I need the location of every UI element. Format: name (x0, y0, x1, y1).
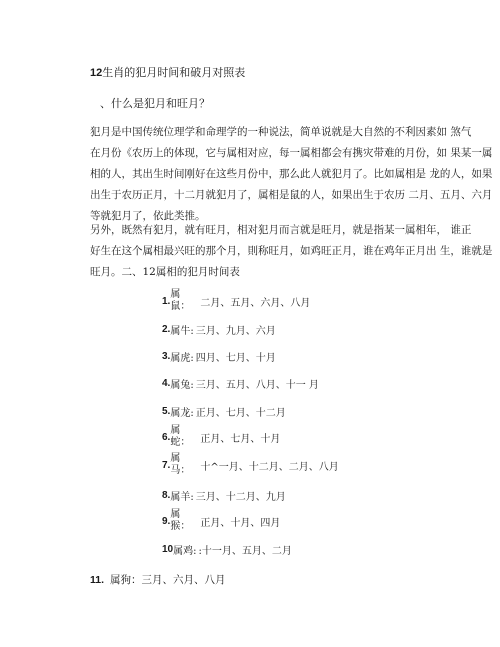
months-list: 三月、九月、六月 (195, 325, 276, 337)
paragraph-line: 在月份《农历上的体现，它与属相对应，每一属相都会有携灾带难的月份，如 果某一属 (90, 147, 493, 159)
animal-label-top: 属 (170, 289, 181, 300)
paragraph-line: 相的人，其出生时间刚好在这些月份中，那么此人就犯月了。比如属相是 龙的人，如果 (90, 168, 493, 180)
animal-label (170, 453, 190, 477)
item-number: 7. (162, 459, 171, 471)
animal-label (170, 425, 190, 449)
paragraph-line: 旺月。二、12属相的犯月时间表 (90, 266, 240, 278)
title-text: 生肖的犯月时间和破月对照表 (102, 66, 246, 79)
item-number: 3. (162, 350, 171, 362)
item-text: 属狗：三月、六月、八月 (110, 574, 226, 586)
animal-label-bottom: 马： (170, 465, 191, 476)
item-number: 1. (162, 295, 171, 307)
paragraph-2 (90, 220, 493, 283)
months-list: :十一月、五月、二月 (198, 545, 292, 557)
table-row (162, 345, 276, 367)
item-number: 10 (162, 543, 174, 555)
animal-label: 属虎: (170, 352, 194, 364)
section-heading: 、什么是犯月和旺月？ (100, 97, 210, 110)
item-number: 6. (162, 431, 171, 443)
animal-label: 属兔: (170, 379, 194, 391)
page-title (90, 64, 245, 80)
table-row (162, 372, 319, 394)
item-number: 5. (162, 405, 171, 417)
paragraph-line: 等就犯月了，依此类推。 (90, 210, 206, 222)
item-number: 11. (90, 574, 105, 586)
animal-label (170, 509, 190, 533)
paragraph-line: 出生于农历正月，十二月就犯月了，属相是鼠的人，如果出生于农历 二月、五月、六月 (90, 189, 493, 201)
months-list: 正月、七月、十二月 (195, 407, 286, 419)
table-row (162, 318, 276, 340)
months-list: 正月、七月、十月 (200, 433, 281, 445)
animal-label (170, 289, 190, 313)
table-row (162, 400, 286, 422)
item-number: 8. (162, 489, 171, 501)
item-number: 9. (162, 515, 171, 527)
animal-label: 属羊: (170, 491, 194, 503)
months-list: 十^一月、十二月、二月、八月 (200, 461, 339, 473)
table-row (162, 290, 310, 312)
table-row (162, 538, 292, 560)
animal-label: 属鸡: (173, 545, 197, 557)
animal-label-top: 属 (170, 453, 181, 464)
title-number: 12 (90, 67, 103, 79)
animal-label-bottom: 蛇： (170, 437, 191, 448)
animal-label-top: 属 (170, 509, 181, 520)
animal-label: 属牛: (170, 325, 194, 337)
table-row (162, 426, 280, 448)
months-list: 正月、十月、四月 (200, 517, 281, 529)
paragraph-line: 好生在这个属相最兴旺的那个月，則称旺月，如鸡旺正月，谁在鸡年正月出 生，谁就是 (90, 245, 493, 257)
animal-label-bottom: 猴： (170, 521, 191, 532)
item-number: 4. (162, 377, 171, 389)
months-list: 三月、十二月、九月 (195, 491, 286, 503)
last-item (90, 572, 226, 587)
animal-label-bottom: 鼠： (170, 301, 191, 312)
animal-label: 属龙: (170, 407, 194, 419)
months-list: 三月、五月、八月、十一 月 (195, 379, 319, 391)
months-list: 二月、五月、六月、八月 (200, 297, 311, 309)
table-row (162, 484, 286, 506)
paragraph-line: 犯月是中国传统位理学和命理学的一种说法，简单说就是大自然的不利因素如 煞气 (90, 126, 472, 138)
item-number: 2. (162, 323, 171, 335)
table-row (162, 454, 339, 476)
table-row (162, 510, 280, 532)
animal-label-top: 属 (170, 425, 181, 436)
paragraph-1 (90, 122, 493, 227)
paragraph-line: 另外，既然有犯月，就有旺月，相对犯月而言就是旺月，就是指某一属相年， 谁正 (90, 224, 472, 236)
months-list: 四月、七月、十月 (195, 352, 276, 364)
